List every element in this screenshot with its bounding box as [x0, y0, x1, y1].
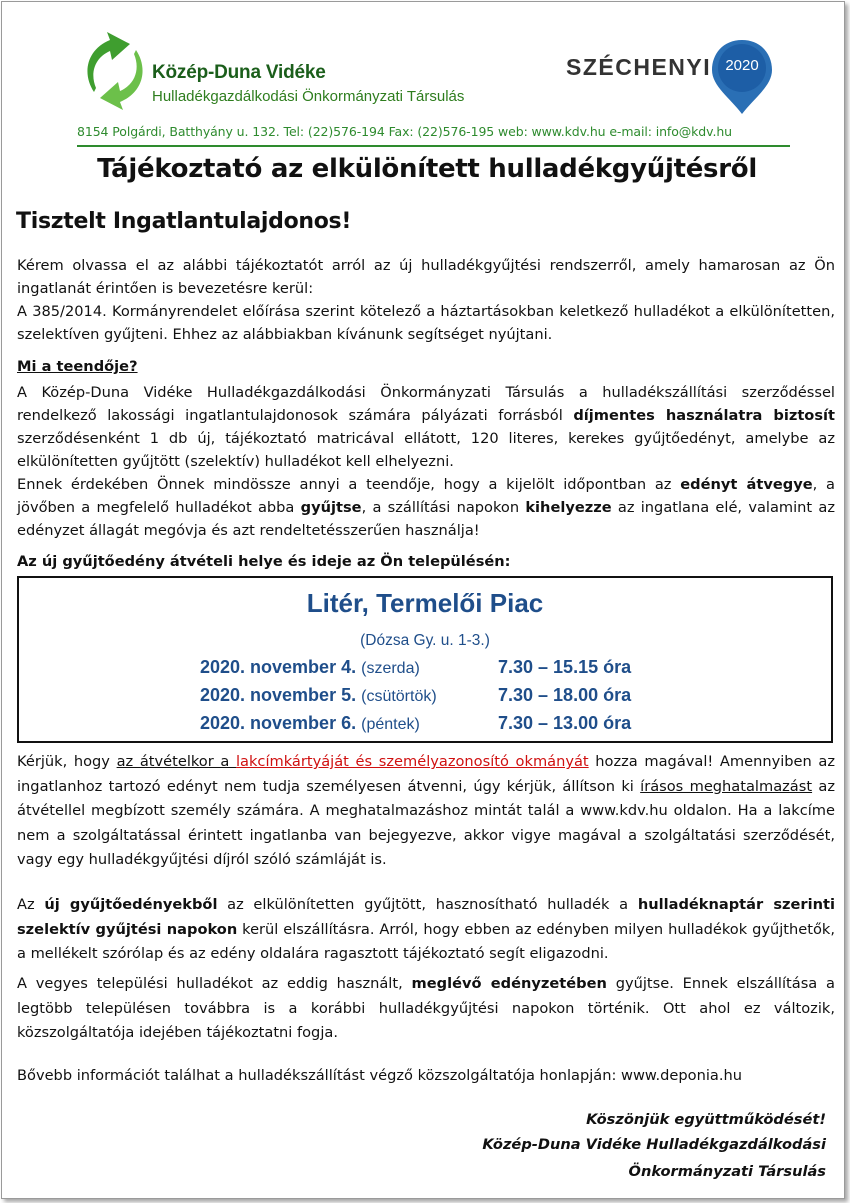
- header-divider: [77, 145, 790, 147]
- intro-text-2: A 385/2014. Kormányrendelet előírása szerint kötelező a háztartásokban keletkező hulladékot a elkülönítetten, szelektíven gyűjteni. Ehhez az alábbiakban kívánunk segítséget nyújtani.: [17, 303, 835, 343]
- underlined-span: írásos meghatalmazást: [640, 777, 813, 795]
- org-subtitle: Hulladékgazdálkodási Önkormányzati Társulás: [152, 88, 465, 105]
- program-name: SZÉCHENYI: [566, 54, 712, 80]
- pickup-date-row: [200, 657, 670, 678]
- signature-org-2: Önkormányzati Társulás: [628, 1163, 826, 1180]
- pickup-date: 2020. november 6.: [200, 713, 357, 733]
- org-name: Közép-Duna Vidéke: [152, 62, 326, 83]
- underlined-span: az átvételkor a: [116, 753, 236, 770]
- text-span: , a jövőben a megfelelő hulladékot abba: [17, 476, 835, 516]
- bold-span: hulladéknaptár szerinti szelektív gyűjtési napokon: [17, 896, 835, 938]
- pickup-weekday: (csütörtök): [361, 688, 437, 705]
- szechenyi-pin-logo: [708, 36, 776, 116]
- text-span: az elkülönítetten gyűjtött, hasznosítható hulladék a: [217, 896, 638, 913]
- program-year: 2020: [725, 57, 759, 74]
- text-span: Ennek érdekében Önnek mindössze annyi a teendője, hogy a kijelölt időpontban az: [17, 476, 681, 493]
- bold-span: díjmentes használatra biztosít: [573, 407, 835, 424]
- signature-org-1: Közép-Duna Vidéke Hulladékgazdálkodási: [482, 1136, 826, 1153]
- pickup-address: (Dózsa Gy. u. 1-3.): [360, 632, 490, 649]
- notes-paragraph-1: [17, 750, 835, 873]
- bold-span: edényt átvegye: [680, 476, 813, 493]
- text-span: szerződésenként 1 db új, tájékoztató matricával ellátott, 120 literes, kerekes gyűjtőedényt, amelybe az elkülönítetten gyűjtött (szelektív) hulladékot kell elhelyezni.: [17, 430, 835, 470]
- pickup-time: 7.30 – 15.15 óra: [498, 657, 632, 677]
- pickup-time: 7.30 – 18.00 óra: [498, 685, 632, 705]
- text-span: Kérjük, hogy: [17, 753, 117, 770]
- contact-line: 8154 Polgárdi, Batthyány u. 132. Tel: (22)576-194 Fax: (22)576-195 web: www.kdv.hu e-mail: info@kdv.hu: [77, 124, 732, 139]
- notes-paragraph-4: [17, 1064, 835, 1087]
- bold-span: kihelyezze: [525, 499, 612, 516]
- text-span: , a szállítási napokon: [361, 499, 526, 516]
- todo-paragraph-1: [17, 381, 835, 473]
- pickup-box: [17, 576, 833, 743]
- text-span: hozza magával! Amennyiben az ingatlanhoz tartozó edényt nem tudja személyesen átvenni, úgy kérjük, állítson ki: [17, 753, 836, 795]
- pickup-date-row: [200, 685, 670, 706]
- pickup-date: 2020. november 4.: [200, 657, 357, 677]
- bold-span: gyűjtse: [300, 499, 362, 516]
- bold-span: meglévő edényzetében: [411, 975, 607, 992]
- todo-heading: Mi a teendője?: [17, 358, 138, 375]
- notes-paragraph-2: [17, 893, 835, 967]
- todo-paragraph-2: [17, 473, 835, 542]
- text-span: kerül elszállításra. Arról, hogy ebben az edényben milyen hulladékok gyűjthetők, a mellékelt szórólap és az edény oldalára ragasztott tájékoztató segít eligazodni.: [17, 920, 835, 962]
- text-span: Bővebb információt találhat a hulladékszállítást végző közszolgáltatója honlapján: www.deponia.hu: [17, 1067, 742, 1084]
- text-span: Az: [17, 896, 45, 913]
- pickup-time: 7.30 – 13.00 óra: [498, 713, 632, 733]
- pickup-place: Litér, Termelői Piac: [306, 588, 544, 618]
- text-span: A vegyes települési hulladékot az eddig használt,: [17, 975, 412, 992]
- pickup-date-row: [200, 713, 670, 734]
- signature-thanks: Köszönjük együttműködését!: [586, 1111, 826, 1128]
- pickup-heading: Az új gyűjtőedény átvételi helye és ideje az Ön településén:: [17, 553, 511, 570]
- text-span: A Közép-Duna Vidéke Hulladékgazdálkodási Önkormányzati Társulás a hulladékszállítási szerződéssel rendelkező lakossági ingatlantulajdonosok számára pályázati forrásból: [17, 384, 835, 424]
- intro-paragraph: [17, 254, 835, 300]
- text-span: gyűjtse. Ennek elszállítása a legtöbb településen továbbra is a korábbi hulladékgyűjtési napokon történik. Ott ahol ez változik, közszolgáltatója idejében tájékoztatni fogja.: [17, 975, 835, 1041]
- pickup-weekday: (péntek): [361, 716, 420, 733]
- bold-span: új gyűjtőedényekből: [44, 896, 218, 913]
- text-span: az átvétellel megbízott személy számára. A meghatalmazáshoz mintát talál a www.kdv.hu oldalon. Ha a lakcíme nem a szolgáltatással érintett ingatlanba van bejegyezve, akkor vigye magával a szolgáltatási szerződését, vagy egy hulladékgyűjtési díjról szóló számláját is.: [17, 777, 835, 868]
- greeting: Tisztelt Ingatlantulajdonos!: [16, 209, 352, 234]
- notes-paragraph-3: [17, 972, 835, 1046]
- text-span: az ingatlana elé, valamint az edényzet állagát megóvja és azt rendeltetésszerűen használja!: [17, 499, 836, 539]
- recycle-arrows-logo: [80, 30, 150, 112]
- document-page: [1, 1, 845, 1199]
- intro-text-1: Kérem olvassa el az alábbi tájékoztatót arról az új hulladékgyűjtési rendszerről, amely hamarosan az Ön ingatlanát érintően is bevezetésre kerül:: [17, 257, 835, 297]
- pickup-date: 2020. november 5.: [200, 685, 357, 705]
- intro-paragraph-2: [17, 300, 835, 346]
- page-title: Tájékoztató az elkülönített hulladékgyűjtésről: [97, 154, 757, 184]
- pickup-weekday: (szerda): [361, 660, 420, 677]
- highlighted-span: lakcímkártyáját és személyazonosító okmányát: [235, 753, 589, 770]
